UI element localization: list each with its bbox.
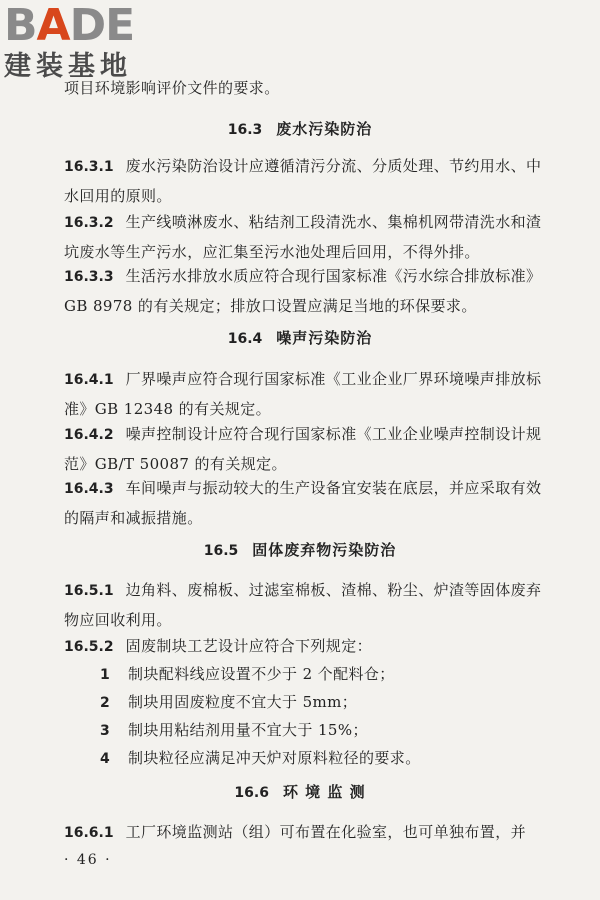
clause-number: 16.3.3 — [64, 269, 114, 285]
clause-number: 16.5.2 — [64, 639, 114, 655]
list-item-text: 制块用粘结剂用量不宜大于 15%； — [128, 721, 368, 739]
clause — [64, 208, 554, 267]
list-item — [100, 662, 560, 687]
clause-number: 16.4.1 — [64, 372, 114, 388]
clause-text: 废水污染防治设计应遵循清污分流、分质处理、节约用水、中水回用的原则。 — [64, 157, 542, 205]
clause — [64, 420, 554, 479]
clause-number: 16.4.2 — [64, 427, 114, 443]
clause — [64, 474, 554, 533]
section-heading — [0, 117, 600, 142]
list-item-text: 制块配料线应设置不少于 2 个配料仓； — [128, 665, 395, 683]
clause-text: 工厂环境监测站（组）可布置在化验室，也可单独布置，并 — [125, 823, 527, 841]
list-item-number: 1 — [100, 667, 111, 683]
section-heading — [0, 326, 600, 351]
section-number: 16.4 — [227, 331, 263, 347]
clause-text: 固废制块工艺设计应符合下列规定： — [125, 637, 373, 655]
section-title: 环 境 监 测 — [282, 783, 366, 801]
clause-number: 16.5.1 — [64, 583, 114, 599]
intro-line: 项目环境影响评价文件的要求。 — [64, 79, 280, 97]
list-item — [100, 746, 560, 771]
logo-letters: DE — [69, 0, 135, 51]
list-item-number: 4 — [100, 751, 111, 767]
clause — [64, 632, 554, 662]
section-number: 16.5 — [203, 543, 239, 559]
logo-letter: B — [4, 0, 37, 51]
clause-text: 生活污水排放水质应符合现行国家标准《污水综合排放标准》GB 8978 的有关规定；排放口设置应满足当地的环保要求。 — [64, 267, 542, 315]
clause-text: 边角料、废棉板、过滤室棉板、渣棉、粉尘、炉渣等固体废弃物应回收利用。 — [64, 581, 542, 629]
section-title: 噪声污染防治 — [276, 329, 373, 347]
logo-wordmark — [4, 0, 174, 51]
list-item-text: 制块粒径应满足冲天炉对原料粒径的要求。 — [128, 749, 421, 767]
logo-tagline: 建装基地 — [4, 51, 132, 82]
list-item-text: 制块用固废粒度不宜大于 5mm； — [128, 693, 358, 711]
clause — [64, 365, 554, 424]
clause — [64, 818, 554, 848]
clause-number: 16.3.1 — [64, 159, 114, 175]
section-number: 16.3 — [227, 122, 263, 138]
clause-number: 16.3.2 — [64, 215, 114, 231]
section-title: 固体废弃物污染防治 — [252, 541, 397, 559]
clause — [64, 262, 554, 321]
section-heading — [0, 780, 600, 805]
clause-number: 16.6.1 — [64, 825, 114, 841]
logo-letter-accent: A — [36, 0, 70, 51]
section-title: 废水污染防治 — [276, 120, 373, 138]
clause-text: 噪声控制设计应符合现行国家标准《工业企业噪声控制设计规范》GB/T 50087 的有关规定。 — [64, 425, 542, 473]
clause — [64, 152, 554, 211]
list-item-number: 2 — [100, 695, 111, 711]
section-heading — [0, 538, 600, 563]
page-number: · 46 · — [64, 852, 112, 868]
clause — [64, 576, 554, 635]
list-item — [100, 718, 560, 743]
clause-text: 厂界噪声应符合现行国家标准《工业企业厂界环境噪声排放标准》GB 12348 的有关规定。 — [64, 370, 542, 418]
clause-number: 16.4.3 — [64, 481, 114, 497]
clause-text: 车间噪声与振动较大的生产设备宜安装在底层，并应采取有效的隔声和减振措施。 — [64, 479, 542, 527]
brand-logo — [4, 0, 174, 84]
clause-text: 生产线喷淋废水、粘结剂工段清洗水、集棉机网带清洗水和渣坑废水等生产污水，应汇集至污水池处理后回用，不得外排。 — [64, 213, 542, 261]
list-item — [100, 690, 560, 715]
list-item-number: 3 — [100, 723, 111, 739]
section-number: 16.6 — [234, 785, 269, 801]
